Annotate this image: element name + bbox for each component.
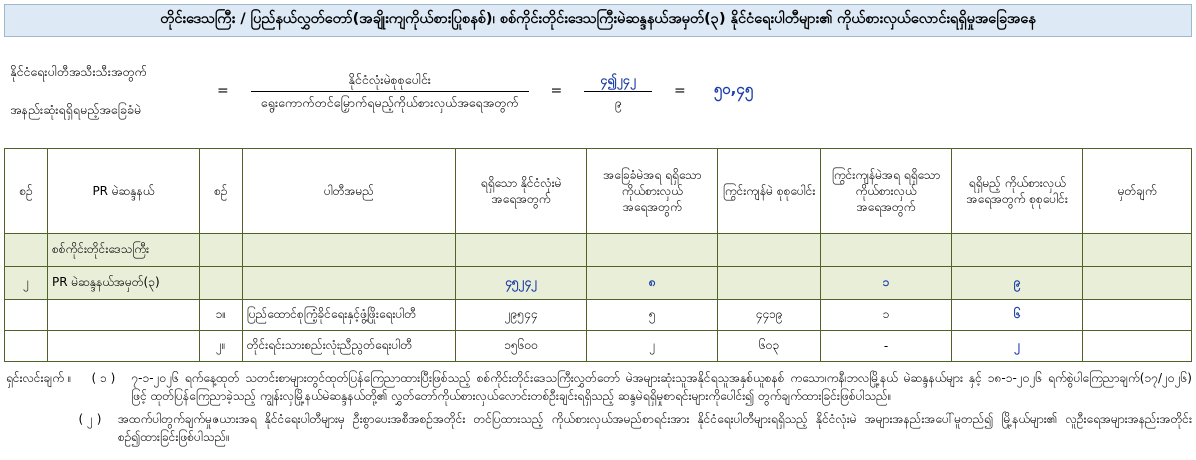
region-row-remainder-seats bbox=[820, 234, 951, 267]
note-2-number: ( ၂ ) bbox=[78, 412, 102, 427]
formula-equals-3: = bbox=[673, 83, 686, 100]
sub-row-1-votes: ၂၉၅၄၄ bbox=[456, 300, 587, 331]
formula-fraction-2-numerator: ၄၍၂၄၂ bbox=[584, 71, 652, 92]
region-row-label: စစ်ကိုင်းတိုင်းဒေသကြီး bbox=[48, 234, 200, 267]
table-header-row bbox=[5, 149, 1192, 234]
formula-block bbox=[0, 37, 1196, 145]
sub-row-2-base-seats: ၂ bbox=[587, 331, 718, 362]
sub-row-2-constituency-blank bbox=[48, 331, 200, 362]
formula-fraction-1 bbox=[251, 71, 529, 112]
sub-row-2-remainder-votes: ၆၀၃ bbox=[718, 331, 821, 362]
constituency-row-remainder-seats: ၁ bbox=[820, 267, 951, 300]
region-row-party bbox=[242, 234, 455, 267]
sub-row-2-total-seats: ၂ bbox=[952, 331, 1083, 362]
constituency-row-base-seats: ၈ bbox=[587, 267, 718, 300]
sub-row-1-constituency-blank bbox=[48, 300, 200, 331]
page-title: တိုင်းဒေသကြီး / ပြည်နယ်လွှတ်တော်(အချိုးကျကိုယ်စားပြုစနစ်)၊ စစ်ကိုင်းတိုင်းဒေသကြီးမဲဆန္ဒနယ်အမှတ်(၃) နိုင်ငံရေးပါတီများ၏ ကိုယ်စားလှယ်လောင်းရရှိမှုအခြေအနေ bbox=[4, 4, 1192, 37]
formula-left-line1: နိုင်ငံရေးပါတီအသီးသီးအတွက် bbox=[10, 64, 147, 80]
results-table bbox=[4, 148, 1192, 362]
sub-row-1-remainder-seats: ၁ bbox=[820, 300, 951, 331]
notes-lead-label: ရှင်းလင်းချက် ။ bbox=[6, 371, 72, 386]
region-row-no bbox=[5, 234, 48, 267]
sub-row-1-remark bbox=[1083, 300, 1192, 331]
constituency-row-remark bbox=[1083, 267, 1192, 300]
note-2-text: အထက်ပါတွက်ချက်မှုဇယားအရ နိုင်ငံရေးပါတီများမှ ဦးစွာပေးအစီအစဉ်အတိုင်း တင်ပြထားသည့် ကိုယ်စားလှယ်အမည်စာရင်းအား နိုင်ငံရေးပါတီများရရှိသည့် နိုင်ငံလုံးမဲ အများအနည်းအပေါ်မူတည်၍ မြို့နယ်များ၏ လူဦးရေအများအနည်းအတိုင်းစဉ်၍ထားခြင်းဖြစ်ပါသည်။ bbox=[118, 412, 1192, 445]
region-row-total-seats bbox=[952, 234, 1083, 267]
sub-row-2-no-blank bbox=[5, 331, 48, 362]
constituency-row-total-votes: ၄၅၂၄၂ bbox=[456, 267, 587, 300]
sub-row-1-party: ပြည်ထောင်စုကြံ့ခိုင်ရေးနှင့်ဖွံ့ဖြိုးရေးပါတီ bbox=[242, 300, 455, 331]
sub-row-1-total-seats: ၆ bbox=[952, 300, 1083, 331]
formula-fraction-2 bbox=[584, 71, 652, 112]
document-page bbox=[0, 4, 1196, 460]
col-header-sub-no: စဉ် bbox=[199, 149, 242, 234]
constituency-row-party bbox=[242, 267, 455, 300]
table-row-constituency bbox=[5, 267, 1192, 300]
sub-row-2-no: ၂။ bbox=[199, 331, 242, 362]
table-row bbox=[5, 331, 1192, 362]
formula-numerator: နိုင်ငံလုံးမဲစုစုပေါင်း bbox=[251, 71, 529, 92]
note-item bbox=[6, 410, 1192, 446]
region-row-sub-no bbox=[199, 234, 242, 267]
constituency-row-no: ၂ bbox=[5, 267, 48, 300]
note-1-number: ( ၁ ) bbox=[91, 371, 116, 386]
formula-left-label bbox=[10, 45, 195, 139]
note-1-text: ၇-၁-၂၀၂၆ ရက်နေ့ထုတ် သတင်းစာများတွင်ထုတ်ပြန်ကြေညာထားပြီးဖြစ်သည့် စစ်ကိုင်းတိုင်းဒေသကြီးလွှတ်တော် မဲအများဆုံးသူအနိုင်ရသူအနှစ်ယူစနစ် ကသော၊ကနီ၊ဘလမြို့နယ် မဲဆန္ဒနယ်များ နှင့် ၁၈-၁-၂၀၂၆ ရက်စွဲပါကြေညာချက်(၁၇/၂၀၂၆) ဖြင့် ထုတ်ပြန်ကြေညာခဲ့သည့် ကျွန်းလှမြို့နယ်မဲဆန္ဒနယ်တို့၏ လွှတ်တော်ကိုယ်စားလှယ်လောင်းတစ်ဦးချင်းရရှိသည့် ဆန္ဒမဲရရှိမှုစာရင်းများကိုပေါင်း၍ တွက်ချက်ထားခြင်းဖြစ်ပါသည်။ bbox=[131, 371, 1192, 404]
col-header-remark: မှတ်ချက် bbox=[1083, 149, 1192, 234]
col-header-remainder-votes: ကြွင်းကျန်မဲ စုစုပေါင်း bbox=[718, 149, 821, 234]
col-header-total-seats: ရရှိမည့် ကိုယ်စားလှယ် အရေအတွက် စုစုပေါင်း bbox=[952, 149, 1083, 234]
sub-row-2-votes: ၁၅၆၀၀ bbox=[456, 331, 587, 362]
region-row-remainder-votes bbox=[718, 234, 821, 267]
region-row-votes bbox=[456, 234, 587, 267]
region-row-remark bbox=[1083, 234, 1192, 267]
note-item bbox=[6, 369, 1192, 405]
formula-denominator: ရွေးကောက်တင်မြှောက်ရမည့်ကိုယ်စားလှယ်အရေအတွက် bbox=[260, 94, 519, 110]
sub-row-2-remark bbox=[1083, 331, 1192, 362]
constituency-row-sub-no bbox=[199, 267, 242, 300]
col-header-pr-constituency: PR မဲဆန္ဒနယ် bbox=[48, 149, 200, 234]
sub-row-1-remainder-votes: ၄၄၁၉ bbox=[718, 300, 821, 331]
col-header-no: စဉ် bbox=[5, 149, 48, 234]
formula-result: ၅၀,၄၅ bbox=[713, 80, 754, 99]
sub-row-1-no: ၁။ bbox=[199, 300, 242, 331]
formula-equals-2: = bbox=[550, 83, 563, 100]
constituency-row-label: PR မဲဆန္ဒနယ်အမှတ်(၃) bbox=[48, 267, 200, 300]
sub-row-1-base-seats: ၅ bbox=[587, 300, 718, 331]
sub-row-2-remainder-seats: - bbox=[820, 331, 951, 362]
col-header-party-name: ပါတီအမည် bbox=[242, 149, 455, 234]
sub-row-2-party: တိုင်းရင်းသားစည်းလုံးညီညွတ်ရေးပါတီ bbox=[242, 331, 455, 362]
constituency-row-remainder-votes bbox=[718, 267, 821, 300]
table-row bbox=[5, 300, 1192, 331]
sub-row-1-no-blank bbox=[5, 300, 48, 331]
table-row-region bbox=[5, 234, 1192, 267]
formula-left-line2: အနည်းဆုံးရရှိရမည့်အခြေခံမဲ bbox=[10, 101, 142, 117]
notes-section bbox=[6, 369, 1192, 446]
formula-fraction-2-denominator: ၉ bbox=[614, 94, 622, 110]
col-header-remainder-seats: ကြွင်းကျန်မဲအရ ရရှိသော ကိုယ်စားလှယ် အရေအတွက် bbox=[820, 149, 951, 234]
col-header-total-votes: ရရှိသော နိုင်ငံလုံးမဲအရေအတွက် bbox=[456, 149, 587, 234]
constituency-row-total-seats: ၉ bbox=[952, 267, 1083, 300]
col-header-base-seats: အခြေခံမဲအရ ရရှိသော ကိုယ်စားလှယ် အရေအတွက် bbox=[587, 149, 718, 234]
region-row-base-seats bbox=[587, 234, 718, 267]
formula-equals-1: = bbox=[217, 83, 229, 100]
